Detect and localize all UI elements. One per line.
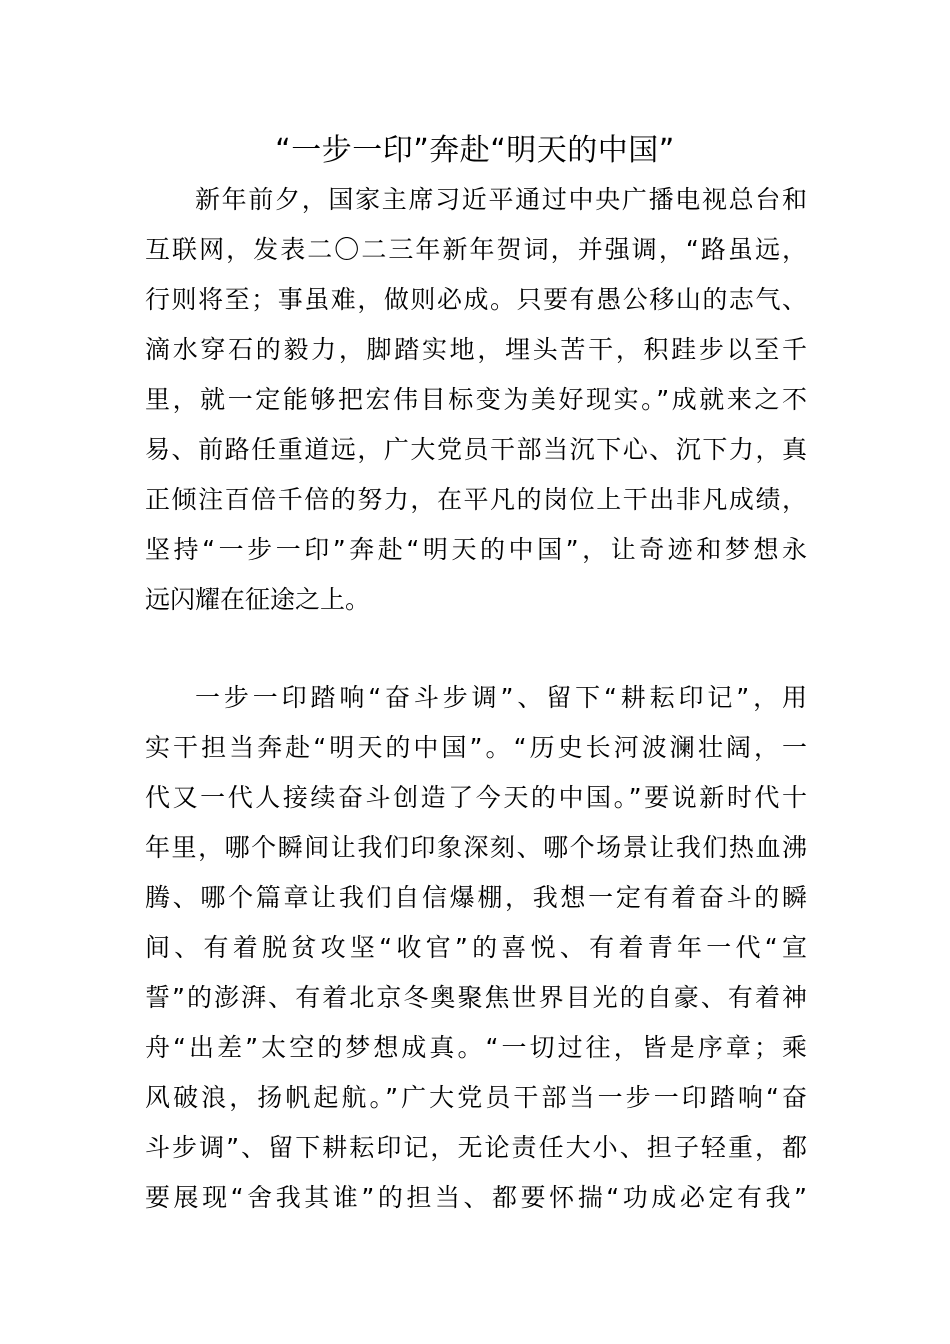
paragraph-line: 滴水穿石的毅力，脚踏实地，埋头苦干，积跬步以至千 <box>145 335 807 364</box>
paragraph-line: 誓”的澎湃、有着北京冬奥聚焦世界目光的自豪、有着神 <box>145 983 807 1012</box>
paragraph-line: 腾、哪个篇章让我们自信爆棚，我想一定有着奋斗的瞬 <box>145 883 807 912</box>
paragraph-line: 新年前夕，国家主席习近平通过中央广播电视总台和 <box>195 185 807 214</box>
paragraph-line: 年里，哪个瞬间让我们印象深刻、哪个场景让我们热血沸 <box>145 833 807 862</box>
paragraph-line: 舟“出差”太空的梦想成真。“一切过往，皆是序章；乘 <box>145 1033 807 1062</box>
document-title: “一步一印”奔赴“明天的中国” <box>275 133 675 168</box>
paragraph-line: 里，就一定能够把宏伟目标变为美好现实。”成就来之不 <box>145 385 807 414</box>
paragraph-line: 坚持“一步一印”奔赴“明天的中国”，让奇迹和梦想永 <box>145 535 807 564</box>
paragraph-line: 行则将至；事虽难，做则必成。只要有愚公移山的志气、 <box>145 285 807 314</box>
paragraph-line: 代又一代人接续奋斗创造了今天的中国。”要说新时代十 <box>145 783 807 812</box>
paragraph-line: 实干担当奔赴“明天的中国”。“历史长河波澜壮阔，一 <box>145 733 807 762</box>
paragraph-line: 间、有着脱贫攻坚“收官”的喜悦、有着青年一代“宣 <box>145 933 807 962</box>
paragraph-line: 风破浪，扬帆起航。”广大党员干部当一步一印踏响“奋 <box>145 1083 807 1112</box>
paragraph-line: 互联网，发表二〇二三年新年贺词，并强调，“路虽远， <box>145 235 807 264</box>
paragraph-line: 要展现“舍我其谁”的担当、都要怀揣“功成必定有我” <box>145 1183 807 1212</box>
paragraph-2 <box>145 673 807 1223</box>
paragraph-line: 正倾注百倍千倍的努力，在平凡的岗位上干出非凡成绩， <box>145 485 807 514</box>
paragraph-1 <box>145 175 807 625</box>
paragraph-line: 一步一印踏响“奋斗步调”、留下“耕耘印记”，用 <box>195 683 807 712</box>
paragraph-line: 斗步调”、留下耕耘印记，无论责任大小、担子轻重，都 <box>145 1133 807 1162</box>
paragraph-line: 易、前路任重道远，广大党员干部当沉下心、沉下力，真 <box>145 435 807 464</box>
paragraph-line: 远闪耀在征途之上。 <box>145 585 371 614</box>
